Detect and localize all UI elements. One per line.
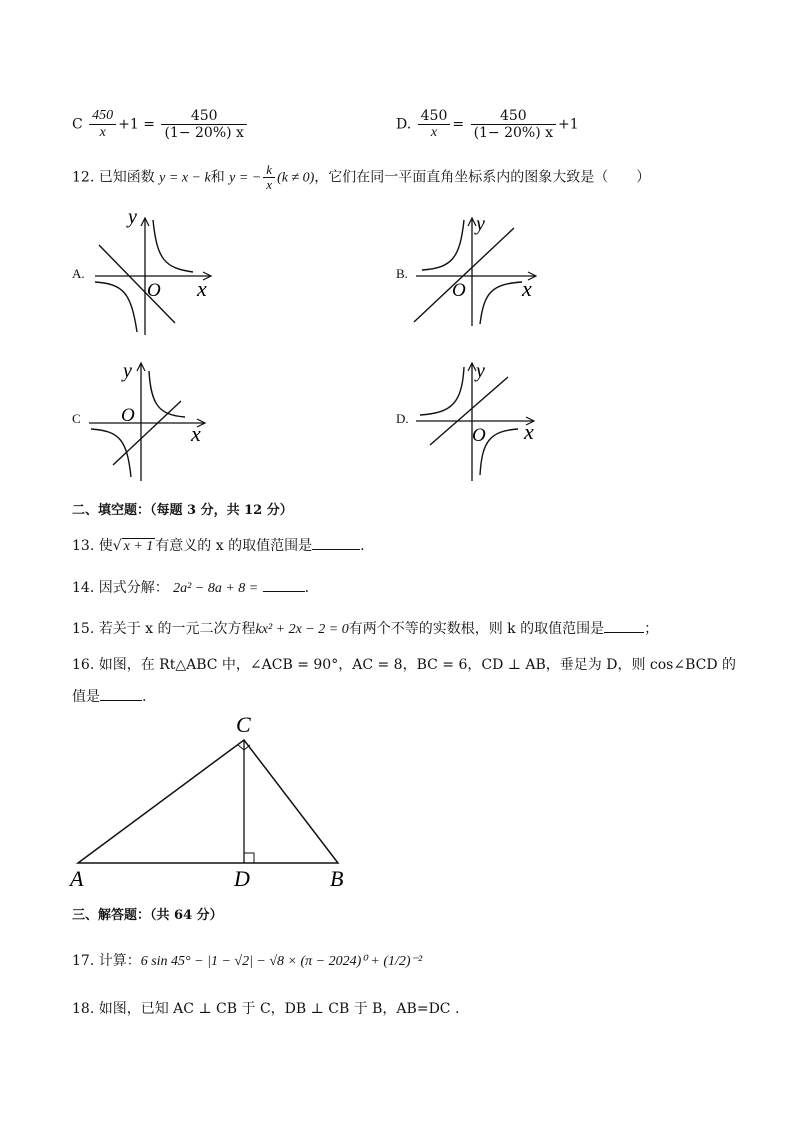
x-label: x bbox=[197, 276, 207, 301]
stem-text: . bbox=[360, 538, 365, 554]
answer-blank[interactable] bbox=[604, 618, 644, 633]
fraction: $\frac{450}{(1- 20\%) x}$ bbox=[161, 108, 246, 141]
fraction: $\frac{450}{x}$ bbox=[418, 108, 451, 141]
stem-text: 已知函数 bbox=[98, 169, 155, 186]
vertex-a: A bbox=[70, 866, 84, 891]
point-d: D bbox=[234, 866, 250, 891]
stem-text: 若关于 x 的一元二次方程 bbox=[98, 621, 256, 637]
answer-blank[interactable] bbox=[100, 686, 142, 701]
hyperbola-branch bbox=[149, 371, 185, 417]
question-number: 16. bbox=[72, 657, 95, 673]
x-label: x bbox=[524, 419, 534, 444]
graph-d-label: D. bbox=[396, 411, 409, 426]
vertex-b: B bbox=[330, 866, 344, 891]
graph-c-label: C bbox=[72, 411, 81, 426]
x-label: x bbox=[522, 276, 532, 301]
question-number: 17. bbox=[72, 953, 95, 969]
expression: kx² + 2x − 2 = 0 bbox=[255, 622, 349, 637]
condition: (k ≠ 0) bbox=[277, 170, 315, 186]
vertex-c: C bbox=[236, 712, 251, 737]
triangle-abc bbox=[78, 740, 338, 863]
graph-c bbox=[85, 355, 220, 485]
stem-text: 因式分解： bbox=[98, 580, 169, 596]
graph-b bbox=[410, 210, 545, 330]
stem-text: 有两个不等的实数根，则 k 的取值范围是 bbox=[348, 621, 605, 637]
q17 bbox=[72, 950, 422, 970]
stem-text: 计算： bbox=[98, 953, 141, 969]
hyperbola-branch bbox=[422, 220, 464, 270]
origin-label: O bbox=[452, 280, 466, 301]
question-number: 14. bbox=[72, 580, 95, 596]
expression: 6 sin 45° − |1 − √2| − √8 × (π − 2024)⁰ + (1/2)⁻² bbox=[140, 954, 423, 969]
y-label: y bbox=[476, 213, 485, 235]
graph-a-label: A. bbox=[72, 266, 85, 281]
graph-a bbox=[85, 210, 220, 340]
stem-text: ，它们在同一平面直角坐标系内的图象大致是（ ） bbox=[314, 169, 651, 186]
function-2: y = − bbox=[229, 170, 262, 186]
option-letter: D. bbox=[396, 116, 412, 133]
section-2-title: 二、填空题：（每题 3 分，共 12 分） bbox=[72, 503, 293, 518]
hyperbola-branch bbox=[153, 220, 193, 272]
q11-option-d bbox=[396, 108, 579, 141]
q16-line1 bbox=[72, 654, 736, 674]
fraction: $\frac{450}{(1- 20\%) x}$ bbox=[471, 108, 556, 141]
origin-label: O bbox=[121, 405, 135, 426]
q16-line2 bbox=[72, 686, 146, 706]
q11-option-c bbox=[72, 108, 249, 141]
q12-stem bbox=[72, 163, 650, 192]
equals: = bbox=[452, 116, 465, 133]
answer-blank[interactable] bbox=[263, 577, 305, 592]
option-letter: C bbox=[72, 116, 83, 133]
stem-text: . bbox=[304, 580, 310, 596]
hyperbola-branch bbox=[420, 367, 464, 415]
stem-text: ； bbox=[644, 621, 659, 637]
graph-d bbox=[410, 355, 545, 485]
triangle-figure bbox=[66, 710, 366, 895]
stem-text: 如图，在 Rt△ABC 中，∠ACB = 90°，AC = 8，BC = 6，CD ⊥ AB，垂足为 D，则 cos∠BCD 的 bbox=[98, 657, 737, 673]
question-number: 18. bbox=[72, 1001, 95, 1017]
q18 bbox=[72, 998, 459, 1018]
stem-text: 使 bbox=[98, 538, 113, 554]
sqrt-expression: √ x + 1 bbox=[112, 538, 154, 554]
answer-blank[interactable] bbox=[312, 535, 360, 550]
origin-label: O bbox=[147, 280, 161, 301]
stem-text: . bbox=[142, 689, 147, 705]
stem-text: 和 bbox=[210, 169, 225, 186]
question-number: 13. bbox=[72, 538, 95, 554]
fraction: $\frac{k}{x}$ bbox=[263, 163, 275, 192]
fraction: $\frac{450}{x}$ bbox=[89, 108, 116, 141]
expression: 2a² − 8a + 8 = bbox=[173, 581, 259, 596]
hyperbola-branch bbox=[95, 282, 137, 332]
hyperbola-branch bbox=[480, 282, 522, 324]
function-1: y = x − k bbox=[159, 170, 211, 186]
y-label: y bbox=[128, 210, 137, 228]
stem-text: 如图，已知 AC ⊥ CB 于 C，DB ⊥ CB 于 B，AB=DC . bbox=[98, 1001, 460, 1017]
y-label: y bbox=[123, 360, 132, 382]
plus-one: +1 bbox=[558, 116, 579, 133]
stem-text: 有意义的 x 的取值范围是 bbox=[155, 538, 313, 554]
stem-text: 值是 bbox=[72, 689, 100, 705]
x-label: x bbox=[191, 421, 201, 446]
origin-label: O bbox=[472, 425, 486, 446]
plus-one-equals: +1 = bbox=[118, 116, 155, 133]
y-label: y bbox=[476, 360, 485, 382]
question-number: 12. bbox=[72, 169, 95, 186]
question-number: 15. bbox=[72, 621, 95, 637]
graph-b-label: B. bbox=[396, 266, 408, 281]
q14 bbox=[72, 577, 309, 597]
q13 bbox=[72, 535, 365, 555]
q15 bbox=[72, 618, 658, 638]
line-graph bbox=[414, 228, 514, 322]
right-angle-mark bbox=[244, 853, 254, 863]
section-3-title: 三、解答题：（共 64 分） bbox=[72, 908, 223, 923]
